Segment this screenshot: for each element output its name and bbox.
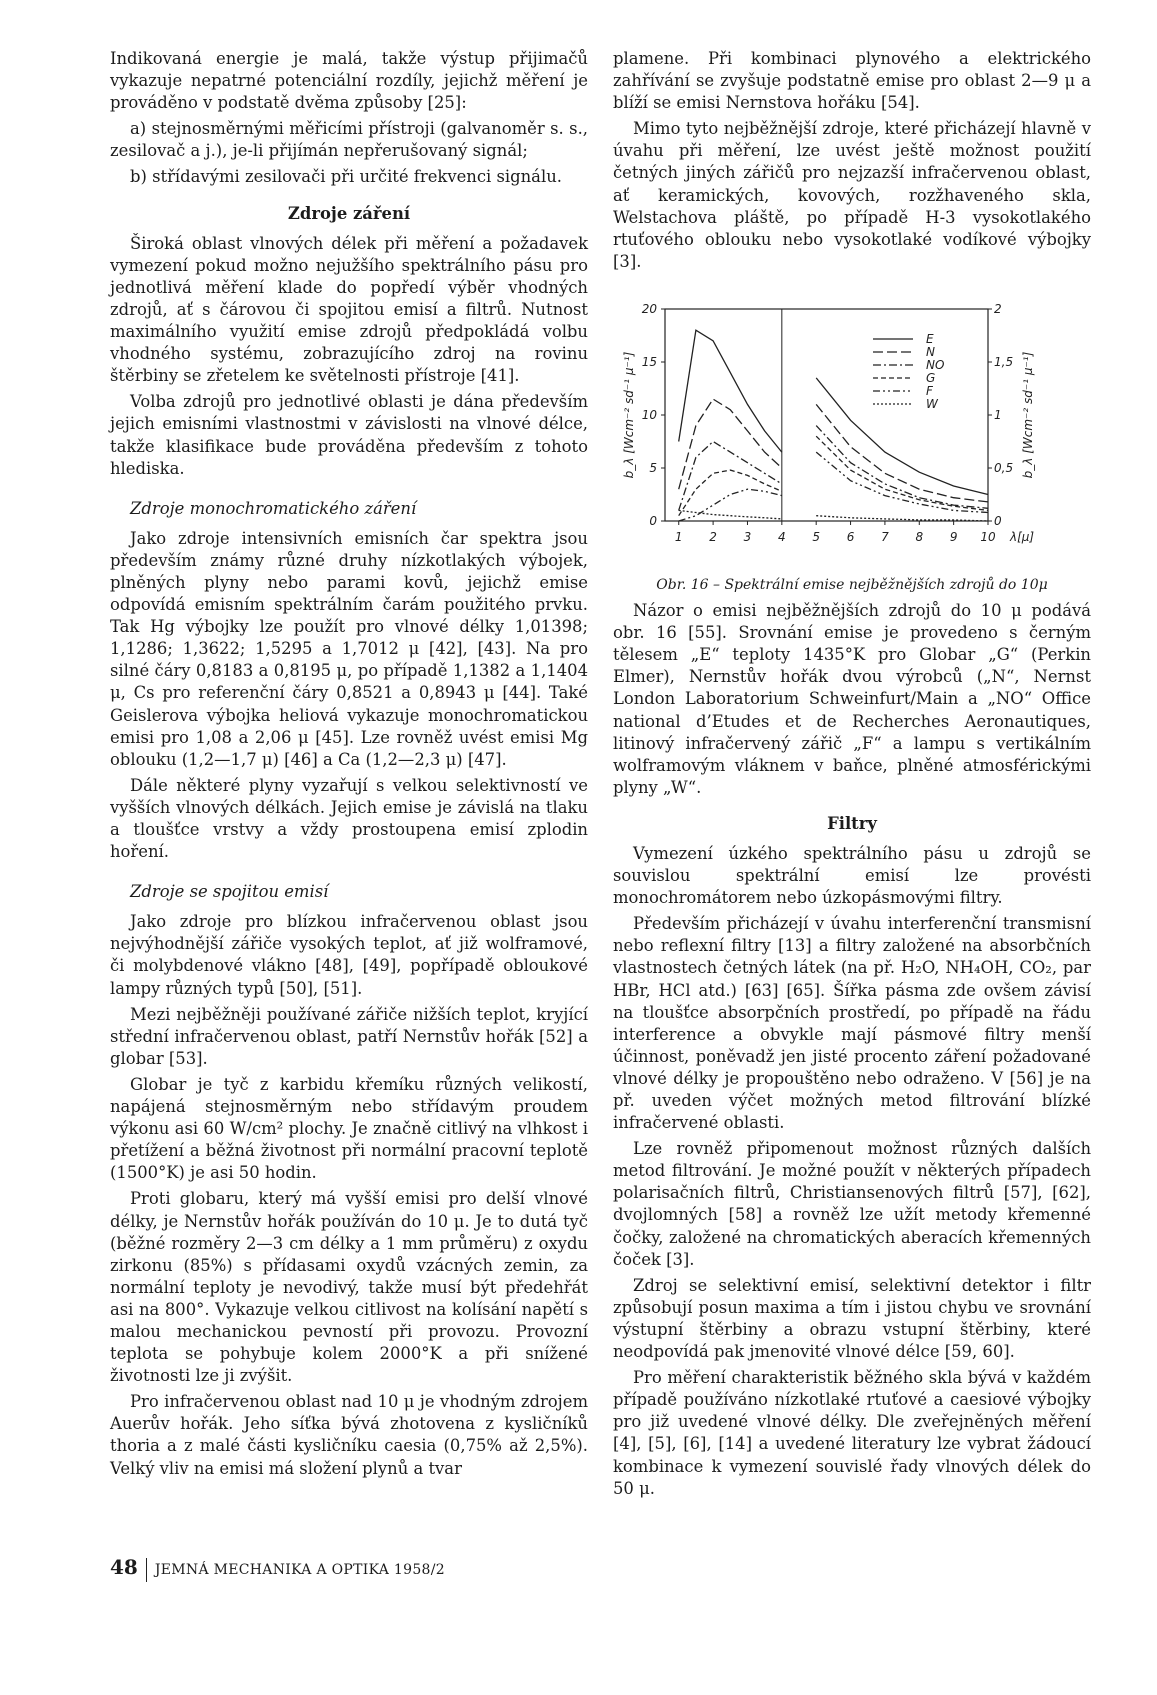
paragraph: Jako zdroje pro blízkou infračervenou oblast jsou nejvýhodnější zářiče vysokých teplot, ať již wolframové, či molybdenové vlákno [48], [49], popřípadě obloukové lampy různých typů [50], [51]. xyxy=(110,912,588,998)
series-line xyxy=(679,330,988,494)
page-footer xyxy=(110,1555,445,1582)
subsection-heading: Zdroje monochromatického záření xyxy=(130,498,417,518)
paragraph: Dále některé plyny vyzařují s velkou selektivností ve vyšších vlnových délkách. Jejich emise je závislá na tlaku a tloušťce vrstvy a vždy prostoupena emisí zplodin hoření. xyxy=(110,775,588,862)
paragraph: Především přicházejí v úvahu interferenční transmisní nebo reflexní filtry [13] a filtry založené na absorbčních vlastnostech četných látek (na př. H₂O, NH₄OH, CO₂, par HBr, HCl atd.) [63] [65]. Šířka pásma zde ovšem závisí na tloušťce absorpčních prostředí, po případě na řádu interference a obvykle mají pásmové filtry menší účinnost, poněvadž jen jisté procento záření požadované vlnové délky je propouštěno nebo odraženo. V [56] je na př. uveden výčet možných metod filtrování blízké infračervené oblasti. xyxy=(613,914,1091,1133)
paragraph: Názor o emisi nejběžnějších zdrojů do 10 μ podává obr. 16 [55]. Srovnání emise je provedeno s černým tělesem „E“ teploty 1435°K pro Globar „G“ (Perkin Elmer), Nernstův hořák dvou výrobců („N“, Nernst London Laboratorium Schweinfurt/Main a „NO“ Office national d’Etudes et de Recherches Aeronautiques, litinový infračervený zářič „F“ a lampu s vertikálním wolframovým vláknem v baňce, plněné atmosférickými plyny „W“. xyxy=(613,601,1091,797)
y-right-tick-label: 0,5 xyxy=(994,460,1014,475)
subsection-heading: Zdroje se spojitou emisí xyxy=(130,882,329,902)
y-left-tick-label: 10 xyxy=(641,407,657,422)
section-heading: Zdroje záření xyxy=(287,203,411,223)
y-right-tick-label: 1 xyxy=(994,407,1002,422)
series-line xyxy=(679,396,988,502)
series-line xyxy=(679,426,988,511)
paragraph: plamene. Při kombinaci plynového a elektrického zahřívání se zvyšuje podstatně emise pro oblast 2—9 μ a blíží se emisi Nernstova hořáku [54]. xyxy=(613,49,1091,113)
x-tick-label: 6 xyxy=(846,529,855,544)
x-tick-label: 9 xyxy=(949,529,958,544)
legend-label: W xyxy=(926,396,938,411)
paragraph: Vymezení úzkého spektrálního pásu u zdrojů se souvislou spektrální emisí lze provésti monochromátorem nebo úzkopásmovými filtry. xyxy=(613,843,1091,908)
x-tick-label: 5 xyxy=(812,529,821,544)
legend-label: E xyxy=(926,331,934,346)
paragraph: Mimo tyto nejběžnější zdroje, které přicházejí hlavně v úvahu při měření, lze uvést ještě možnost použití četných jiných zářičů pro nejzazší infračervenou oblast, ať keramických, kovových, rozžhaveného skla, Welstachova pláště, po případě H-3 vysokotlakého rtuťového oblouku nebo vysokotlaké vodíkové výbojky [3]. xyxy=(613,119,1091,271)
x-tick-label: 7 xyxy=(881,529,889,544)
y-right-tick-label: 2 xyxy=(994,301,1002,316)
series-line xyxy=(679,510,988,521)
left-column xyxy=(110,48,588,1484)
paragraph: Globar je tyč z karbidu křemíku různých velikostí, napájená stejnosměrným nebo střídavým proudem výkonu asi 60 W/cm² plochy. Je značně citlivý na vlhkost i přetížení a běžná životnost při normální pracovní teplotě (1500°K) je asi 50 hodin. xyxy=(110,1074,588,1183)
x-tick-label: 10 xyxy=(980,529,996,544)
x-tick-label: 2 xyxy=(709,529,717,544)
paragraph: Pro měření charakteristik běžného skla bývá v každém případě používáno nízkotlaké rtuťové a caesiové výbojky pro již uvedené vlnové délky. Dle zveřejněných měření [4], [5], [6], [14] a uvedené literatury lze vybrat žádoucí kombinace k vymezení souvislé řady vlnových délek do 50 μ. xyxy=(613,1368,1091,1498)
footer-divider xyxy=(146,1558,147,1582)
y-left-tick-label: 5 xyxy=(649,460,657,475)
figure-caption: Obr. 16 – Spektrální emise nejběžnějších zdrojů do 10μ xyxy=(656,576,1048,593)
paragraph: Volba zdrojů pro jednotlivé oblasti je dána především jejich emisními vlastnostmi v závislosti na vlnové délce, takže klasifikace bude prováděna především z tohoto hlediska. xyxy=(110,392,588,478)
series-line xyxy=(679,436,988,516)
x-tick-label: 1 xyxy=(674,529,683,544)
list-item: a) stejnosměrnými měřicími přístroji (galvanoměr s. s., zesilovač a j.), je-li přijímán nepřerušovaný signál; xyxy=(110,119,588,161)
paragraph: Široká oblast vlnových délek při měření a požadavek vymezení pokud možno nejužšího spektrálního pásu pro jednotlivá měření klade do popředí výběr vhodných zdrojů, ať s čárovou či spojitou emisí a filtrů. Nutnost maximálního využití emise zdrojů předpokládá volbu vhodného systému, zobrazujícího zdroj na rovinu štěrbiny se zřetelem ke světelnosti přístroje [41]. xyxy=(110,233,588,386)
y-left-tick-label: 0 xyxy=(649,513,657,528)
list-item: b) střídavými zesilovači při určité frekvenci signálu. xyxy=(130,167,562,187)
paragraph: Mezi nejběžněji používané zářiče nižších teplot, kryjící střední infračervenou oblast, patří Nernstův hořák [52] a globar [53]. xyxy=(110,1004,588,1068)
paragraph: Jako zdroje intensivních emisních čar spektra jsou především známy různé druhy nízkotlakých výbojek, plněných plyny nebo parami kovů, jejichž emise odpovídá emisním spektrálním čarám použitého prvku. Tak Hg výbojky lze použít pro vlnové délky 1,01398; 1,1286; 1,3622; 1,5295 a 1,7012 μ [42], [43]. Na pro silné čáry 0,8183 a 0,8195 μ, po případě 1,1382 a 1,1404 μ, Cs pro referenční čáry 0,8521 a 0,8943 μ [44]. Také Geislerova výbojka heliová vykazuje monochromatickou emisi pro 1,08 a 2,06 μ [45]. Lze rovněž uvést emisi Mg oblouku (1,2—1,7 μ) [46] a Ca (1,2—2,3 μ) [47]. xyxy=(110,528,588,769)
y-right-axis-label: b_λ [Wcm⁻² sd⁻¹ μ⁻¹] xyxy=(1021,351,1035,479)
y-right-tick-label: 1,5 xyxy=(994,354,1014,369)
journal-title: JEMNÁ MECHANIKA A OPTIKA 1958/2 xyxy=(154,1562,445,1578)
section-heading: Filtry xyxy=(827,813,877,833)
legend-label: NO xyxy=(926,357,945,372)
x-tick-label: 8 xyxy=(915,529,924,544)
figure-16 xyxy=(613,289,1091,574)
series-line xyxy=(679,452,988,521)
page-number: 48 xyxy=(110,1555,138,1579)
legend-label: G xyxy=(926,370,936,385)
x-tick-label: 4 xyxy=(778,529,786,544)
legend-label: F xyxy=(926,383,933,398)
paragraph: Pro infračervenou oblast nad 10 μ je vhodným zdrojem Auerův hořák. Jeho síťka bývá zhotovena z kysličníků thoria a z malé části kysličníku caesia (0,75% až 2,5%). Velký vliv na emisi má složení plynů a tvar xyxy=(110,1392,588,1478)
y-right-tick-label: 0 xyxy=(994,513,1002,528)
spectral-emission-chart xyxy=(613,289,1091,574)
y-left-axis-label: b_λ [Wcm⁻² sd⁻¹ μ⁻¹] xyxy=(622,351,636,479)
y-left-tick-label: 15 xyxy=(641,354,657,369)
paragraph: Zdroj se selektivní emisí, selektivní detektor i filtr způsobují posun maxima a tím i jistou chybu ve srovnání výstupní štěrbiny a obrazu vstupní štěrbiny, které neodpovídá pak jmenovité vlnové délce [59, 60]. xyxy=(613,1275,1091,1362)
legend-label: N xyxy=(926,344,935,359)
right-column xyxy=(613,48,1091,1504)
paragraph: Proti globaru, který má vyšší emisi pro delší vlnové délky, je Nernstův hořák používán do 10 μ. Je to dutá tyč (běžné rozměry 2—3 cm délky a 1 mm průměru) z oxydu zirkonu (85%) s přídasami oxydů vzácných zemin, za normální teploty je nevodivý, takže musí být předehřát asi na 800°. Vykazuje velkou citlivost na kolísání napětí s malou mechanickou pevností při provozu. Provozní teplota se pohybuje kolem 2000°K a při snížené životnosti lze ji zvýšit. xyxy=(110,1189,588,1386)
paragraph: Lze rovněž připomenout možnost různých dalších metod filtrování. Je možné použít v některých případech polarisačních filtrů, Christiansenových filtrů [57], [62], dvojlomných [58] a rovněž lze užít metody křemenné čočky, založené na chromatických aberacích křemenných čoček [3]. xyxy=(613,1139,1091,1269)
y-left-tick-label: 20 xyxy=(641,301,657,316)
x-axis-label: λ[μ] xyxy=(1010,529,1035,544)
x-tick-label: 3 xyxy=(743,529,752,544)
paragraph: Indikovaná energie je malá, takže výstup přijimačů vykazuje nepatrné potenciální rozdíly, jejichž měření je prováděno v podstatě dvěma způsoby [25]: xyxy=(110,49,588,113)
